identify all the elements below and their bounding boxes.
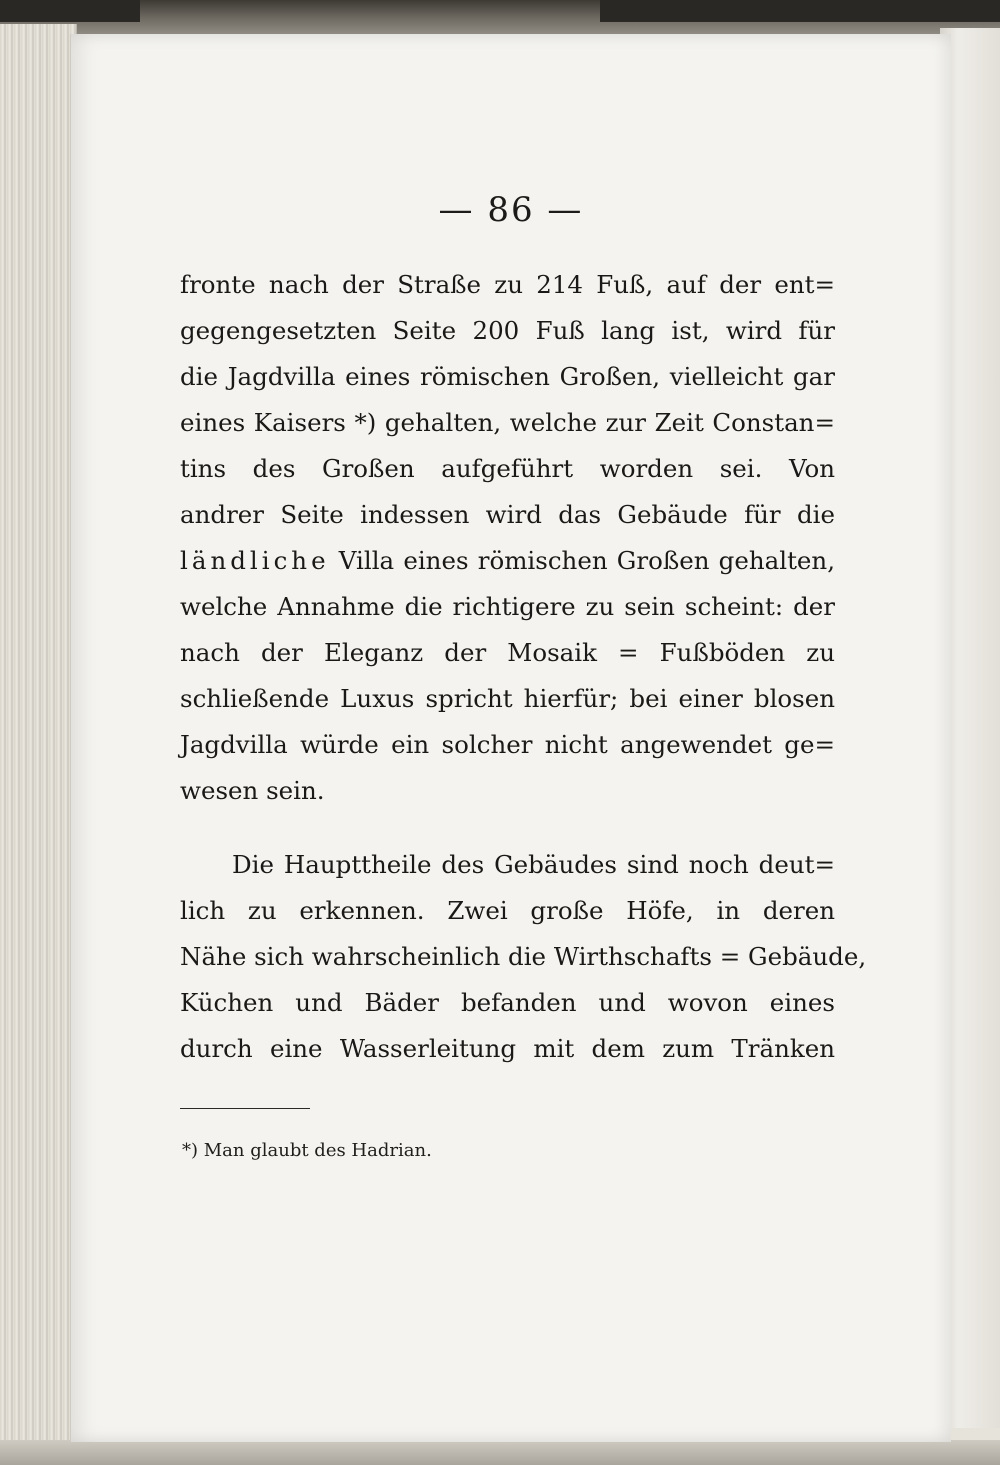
text-line: Küchen und Bäder befanden und wovon eines <box>180 988 835 1017</box>
text-line: welche Annahme die richtigere zu sein scheint: der <box>180 592 835 621</box>
text-line: andrer Seite indessen wird das Gebäude für die <box>180 500 835 529</box>
text-line: Nähe sich wahrscheinlich die Wirthschafts = Gebäude, <box>180 942 867 971</box>
emphasized-word: ländliche <box>180 546 330 575</box>
footnote: *) Man glaubt des Hadrian. <box>182 1140 432 1161</box>
paragraph <box>180 842 867 1072</box>
scan-shadow <box>0 0 140 22</box>
text-line: lich zu erkennen. Zwei große Höfe, in deren <box>180 896 835 925</box>
text-line: gegengesetzten Seite 200 Fuß lang ist, wird für <box>180 316 835 345</box>
footnote-rule <box>180 1108 310 1109</box>
text-line: fronte nach der Straße zu 214 Fuß, auf der ent= <box>180 270 835 299</box>
text-line: wesen sein. <box>180 776 325 805</box>
stacked-page-edges <box>0 24 77 1456</box>
page-number: — 86 — <box>438 190 584 230</box>
text-line: nach der Eleganz der Mosaik = Fußböden zu <box>180 638 835 667</box>
scan-background-bottom <box>0 1440 1000 1465</box>
body-text <box>180 262 867 1072</box>
scan-shadow <box>600 0 1000 22</box>
text-line: ländliche Villa eines römischen Großen gehalten, <box>180 546 835 575</box>
text-line: die Jagdvilla eines römischen Großen, vielleicht gar <box>180 362 835 391</box>
text-line: durch eine Wasserleitung mit dem zum Tränken <box>180 1034 835 1063</box>
text-line: schließende Luxus spricht hierfür; bei einer blosen <box>180 684 835 713</box>
paragraph-gap <box>180 814 835 842</box>
text-line: Jagdvilla würde ein solcher nicht angewendet ge= <box>180 730 835 759</box>
text-line: Die Haupttheile des Gebäudes sind noch deut= <box>232 850 835 879</box>
paragraph <box>180 262 835 814</box>
text-line: tins des Großen aufgeführt worden sei. Von <box>180 454 835 483</box>
text-line: eines Kaisers *) gehalten, welche zur Zeit Constan= <box>180 408 835 437</box>
